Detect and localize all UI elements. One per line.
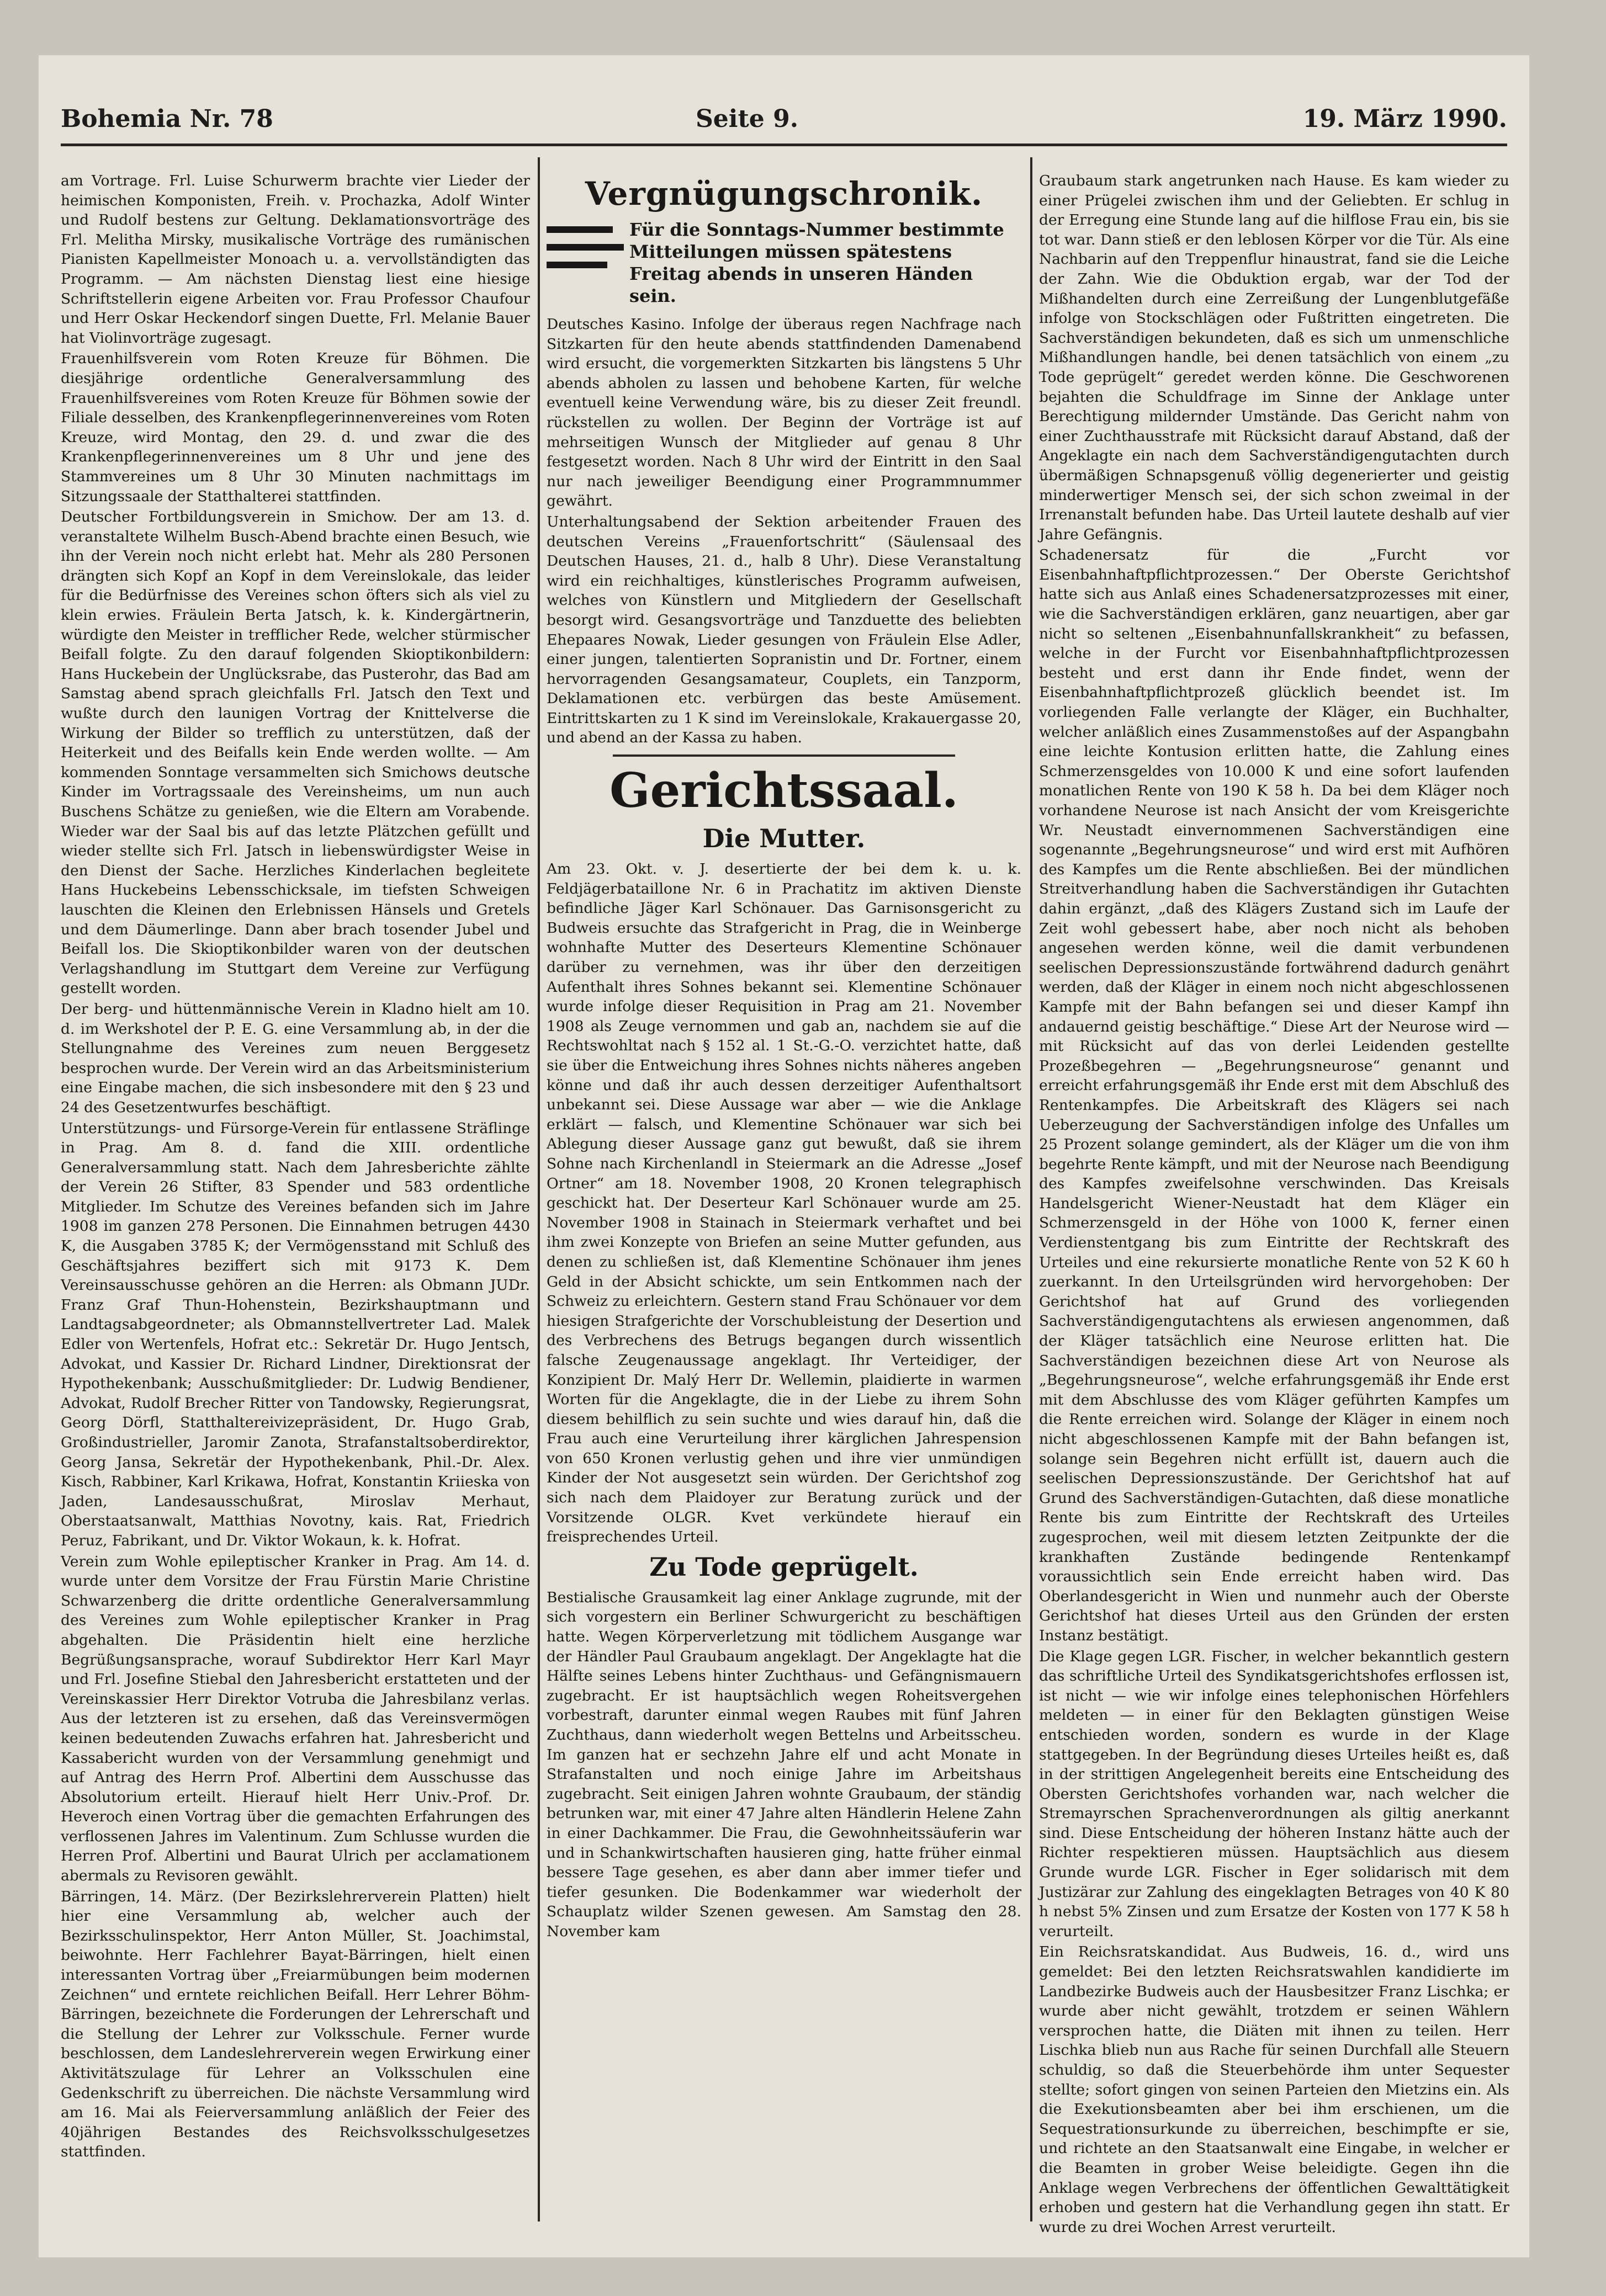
article-paragraph: Ein Reichsratskandidat. Aus Budweis, 16. d., wird uns gemeldet: Bei den letzten Reichsratswahlen kandidierte im Landbezirke Budweis auch der Hausbesitzer Franz Lischka; er wurde aber nicht gewählt, trotzdem er seinen Wählern versprochen hatte, die Diäten mit ihnen zu teilen. Herr Lischka blieb nun aus Rache für seinen Durchfall alle Steuern schuldig, so daß die Steuerbehörde ihm unter Sequester stellte; sofort gingen von seinen Parteien den Mietzins ein. Als die Exekutionsbeamten aber bei ihm erschienen, um die Sequestrationsurkunde zu überreichen, beschimpfte er sie, und richtete an den Staatsanwalt eine Eingabe, in welcher er die Beamten in grober Weise beleidigte. Gegen ihn die Anklage wegen Verbrechens der öffentlichen Gewalttätigkeit erhoben und gestern hat die Verhandlung gegen ihn statt. Er wurde zu drei Wochen Arrest verurteilt. (1039, 1943, 1509, 2236)
section-title-entertainment: Vergnügungschronik. (585, 175, 983, 212)
section-separator (613, 754, 955, 757)
article-paragraph: Die Klage gegen LGR. Fischer, in welcher bekanntlich gestern das schriftliche Urteil des Syndikatsgerichtshofes erflossen ist, ist nicht — wie wir infolge eines telephonischen Hörfehlers meldeten — in einer für den Beklagten günstigen Weise entschieden worden, sondern es wurde in der Klage stattgegeben. In der Begründung dieses Urteiles heißt es, daß in der strittigen Angelegenheit bereits eine Entscheidung des Obersten Gerichtshofes vorhanden war, nach welcher die Stremayrschen Sprachenverordnungen als giltig anerkannt sind. Diese Entscheidung der höheren Instanz hätte auch der Richter respektieren müssen. Hauptsächlich aus diesem Grunde wurde LGR. Fischer in Eger solidarisch mit dem Justizärar zur Zahlung des eingeklagten Betrages von 40 K 80 h nebst 5% Zinsen und zum Ersatze der Kosten von 177 K 58 h verurteilt. (1039, 1647, 1509, 1940)
article-paragraph: Der berg- und hüttenmännische Verein in Kladno hielt am 10. d. im Werkshotel der P. E. G. eine Versammlung ab, in der die Stellungnahme des Vereines zum neuen Berggesetz besprochen wurde. Der Verein wird an das Arbeitsministerium eine Eingabe machen, die sich insbesondere mit den § 23 und 24 des Gesetzentwurfes beschäftigt. (61, 1000, 530, 1116)
article-paragraph: Deutscher Fortbildungsverein in Smichow. Der am 13. d. veranstaltete Wilhelm Busch-Abend brachte einen Besuch, wie ihn der Verein noch nicht erlebt hat. Mehr als 280 Personen drängten sich Kopf an Kopf in dem Vereinslokale, das leider für die Bedürfnisse des Vereines schon öfters sich als viel zu klein erwies. Fräulein Berta Jatsch, k. k. Kindergärtnerin, würdigte den Meister in trefflicher Rede, welcher stürmischer Beifall folgte. Zu den darauf folgenden Skioptikonbildern: Hans Huckebein der Unglücksrabe, das Pusterohr, das Bad am Samstag abend sprach gleichfalls Frl. Jatsch den Text und wußte durch den launigen Vortrag der Knittelverse die Wirkung der Bilder so trefflich zu unterstützen, daß der Heiterkeit und des Beifalls kein Ende werden wollte. — Am kommenden Sonntage versammelten sich Smichows deutsche Kinder im Vortragssaale des Vereinsheims, um nun auch Buschens Schätze zu genießen, wie die Eltern am Vorabende. Wieder war der Saal bis auf das letzte Plätzchen gefüllt und wieder stellte sich Frl. Jatsch in liebenswürdigster Weise in den Dienst der Sache. Herzliches Kinderlachen begleitete Hans Huckebeins Lebensschicksale, im tiefsten Schweigen lauschten die Kleinen den Erlebnissen Hänsels und Gretels und dem Däumerlinge. Dann aber brach tosender Jubel und Beifall los. Die Skioptikonbilder waren von der deutschen Verlagshandlung im Stuttgart dem Vereine zur Verfügung gestellt worden. (61, 508, 530, 997)
article-paragraph: Bärringen, 14. März. (Der Bezirkslehrerverein Platten) hielt hier eine Versammlung ab, welcher auch der Bezirksschulinspektor, Herr Anton Müller, St. Joachimstal, beiwohnte. Herr Fachlehrer Bayat-Bärringen, hielt einen interessanten Vortrag über „Freiarmübungen beim modernen Zeichnen“ und erntete reichlichen Beifall. Herr Lehrer Böhm-Bärringen, bezeichnete die Forderungen der Lehrerschaft und die Stellung der Lehrer zur Volksschule. Ferner wurde beschlossen, dem Landeslehrerverein wegen Erwirkung einer Aktivitätszulage für Lehrer an Volksschulen eine Gedenkschrift zu überreichen. Die nächste Versammlung wird am 16. Mai als Feierversammlung anläßlich der Feier des 40jährigen Bestandes des Reichsvolksschulgesetzes stattfinden. (61, 1888, 530, 2161)
article-paragraph: Unterhaltungsabend der Sektion arbeitender Frauen des deutschen Vereins „Frauenfortschritt“ (Säulensaal des Deutschen Hauses, 21. d., halb 8 Uhr). Diese Veranstaltung wird ein reichhaltiges, künstlerisches Programm aufweisen, welches von Künstlern und Mitgliedern der Gesellschaft besorgt wird. Gesangsvorträge und Tanzduette des beliebten Ehepaares Nowak, Lieder gesungen von Fräulein Else Adler, einer jungen, talentierten Sopranistin und Dr. Fortner, einem hervorragenden Gesangsamateur, Couplets, ein Tanzporm, Deklamationen etc. verbürgen das beste Amüsement. Eintrittskarten zu 1 K sind im Vereinslokale, Krakauergasse 20, und abend an der Kassa zu haben. (547, 513, 1021, 747)
notice-text: Für die Sonntags-Nummer bestimmte Mitteilungen müssen spätestens Freitag abends in unseren Händen sein. (629, 219, 1004, 306)
article-title-mother: Die Mutter. (702, 823, 866, 854)
header-page-number: Seite 9. (696, 105, 799, 133)
article-paragraph: Frauenhilfsverein vom Roten Kreuze für Böhmen. Die diesjährige ordentliche Generalversammlung des Frauenhilfsvereines vom Roten Kreuze für Böhmen sowie der Filiale desselben, des Krankenpflegerinnenvereines vom Roten Kreuze, wird Montag, den 29. d. und zwar die des Krankenpflegerinnenvereines um 8 Uhr und jene des Stammvereines um 8 Uhr 30 Minuten nachmittags im Sitzungssaale der Statthalterei stattfinden. (61, 350, 530, 505)
pointing-hand-icon (547, 223, 624, 284)
article-paragraph: Unterstützungs- und Fürsorge-Verein für entlassene Sträflinge in Prag. Am 8. d. fand die XIII. ordentliche Generalversammlung statt. Nach dem Jahresberichte zählte der Verein 26 Stifter, 83 Spender und 583 ordentliche Mitglieder. Im Schutze des Vereines befanden sich im Jahre 1908 im ganzen 278 Personen. Die Einnahmen betrugen 4430 K, die Ausgaben 3785 K; der Vermögensstand mit Schluß des Geschäftsjahres beziffert sich mit 9173 K. Dem Vereinsausschusse gehören an die Herren: als Obmann JUDr. Franz Graf Thun-Hohenstein, Bezirkshauptmann und Landtagsabgeordneter; als Obmannstellvertreter Lad. Malek Edler von Wertenfels, Hofrat etc.: Sekretär Dr. Hugo Jentsch, Advokat, und Kassier Dr. Richard Lindner, Direktionsrat der Hypothekenbank; Ausschußmitglieder: Dr. Ludwig Bendiener, Advokat, Rudolf Brecher Ritter von Tandowsky, Regierungsrat, Georg Dörfl, Statthaltereivizepräsident, Dr. Hugo Grab, Großindustrieller, Jaromir Zanota, Strafanstaltsoberdirektor, Georg Jansa, Sekretär der Hypothekenbank, Phil.-Dr. Alex. Kisch, Rabbiner, Karl Krikawa, Hofrat, Konstantin Kriieska von Jaden, Landesausschußrat, Miroslav Merhaut, Oberstaatsanwalt, Matthias Novotny, kais. Rat, Friedrich Peruz, Fabrikant, und Dr. Viktor Wokaun, k. k. Hofrat. (61, 1119, 530, 1549)
article-paragraph: am Vortrage. Frl. Luise Schurwerm brachte vier Lieder der heimischen Komponisten, Freih. v. Prochazka, Adolf Winter und Rudolf bestens zur Geltung. Deklamationsvorträge des Frl. Melitha Mirsky, musikalische Vorträge des rumänischen Pianisten Kapellmeister Monoach u. a. vervollständigten das Programm. — Am nächsten Dienstag liest eine hiesige Schriftstellerin eigene Arbeiten vor. Frau Professor Chaufour und Herr Oskar Heckendorf singen Duette, Frl. Melanie Bauer hat Violinvorträge zugesagt. (61, 172, 530, 347)
editorial-notice (547, 219, 1021, 307)
article-paragraph: Graubaum stark angetrunken nach Hause. Es kam wieder zu einer Prügelei zwischen ihm und der Geliebten. Er schlug in der Erregung eine Stunde lang auf die hilflose Frau ein, bis sie tot war. Dann stieß er den leblosen Körper vor die Tür. Als eine Nachbarin auf den Treppenflur hinaustrat, fand sie die Leiche der Zahn. Wie die Obduktion ergab, war der Tod der Mißhandelten durch eine Zerreißung der Lungenblutgefäße infolge von Stockschlägen oder Fußtritten eingetreten. Die Sachverständigen bekundeten, daß es sich um unmenschliche Mißhandlungen handle, bei denen tatsächlich von einem „zu Tode geprügelt“ geredet werden könne. Die Geschworenen bejahten die Schuldfrage im Sinne der Anklage unter Berechtigung mildernder Umstände. Das Gericht nahm von einer Zuchthausstrafe mit Rücksicht darauf Abstand, daß der Angeklagte ein nach dem Sachverständigengutachten durch übermäßigen Schnapsgenuß völlig degenerierter und geistig minderwertiger Mensch sei, der sich schon zweimal in der Irrenanstalt befunden habe. Das Urteil lautete deshalb auf vier Jahre Gefängnis. (1039, 172, 1509, 543)
column-divider-1 (538, 157, 540, 2221)
header-publication: Bohemia Nr. 78 (61, 105, 273, 133)
header-rule (61, 144, 1507, 146)
newspaper-page (39, 55, 1529, 2257)
article-paragraph: Bestialische Grausamkeit lag einer Anklage zugrunde, mit der sich vorgestern ein Berliner Schwurgericht zu beschäftigen hatte. Wegen Körperverletzung mit tödlichem Ausgange war der Händler Paul Graubaum angeklagt. Der Angeklagte hat die Hälfte seines Lebens hinter Zuchthaus- und Gefängnismauern zugebracht. Er ist hauptsächlich wegen Roheitsvergehen vorbestraft, darunter einmal wegen Raubes mit fünf Jahren Zuchthaus, dann wiederholt wegen Bettelns und Arbeitsscheu. Im ganzen hat er sechzehn Jahre elf und acht Monate in Strafanstalten und noch einige Jahre im Arbeitshaus zugebracht. Seit einigen Jahren wohnte Graubaum, der ständig betrunken war, mit einer 47 Jahre alten Händlerin Helene Zahn in einer Dachkammer. Die Frau, die Gewohnheitssäuferin war und in Schankwirtschaften hausieren ging, hatte früher einmal bessere Tage gesehen, es aber dann aber immer tiefer und tiefer gesunken. Die Bodenkammer war wiederholt der Schauplatz wilder Szenen gewesen. Am Samstag den 28. November kam (547, 1588, 1021, 1940)
article-paragraph: Verein zum Wohle epileptischer Kranker in Prag. Am 14. d. wurde unter dem Vorsitze der Frau Fürstin Marie Christine Schwarzenberg die dritte ordentliche Generalversammlung des Vereines zum Wohle epileptischer Kranker in Prag abgehalten. Die Präsidentin hielt eine herzliche Begrüßungsansprache, worauf Subdirektor Herr Karl Mayr und Frl. Josefine Stiebal den Jahresbericht erstatteten und der Vereinskassier Herr Direktor Votruba die Jahresbilanz verlas. Aus der letzteren ist zu ersehen, daß das Vereinsvermögen keinen bedeutenden Zuwachs erfahren hat. Jahresbericht und Kassabericht wurden von der Versammlung genehmigt und auf Antrag des Herrn Prof. Albertini dem Ausschusse das Absolutorium erteilt. Hierauf hielt Herr Univ.-Prof. Dr. Heveroch einen Vortrag über die gemachten Erfahrungen des verflossenen Jahres im Valentinum. Zum Schlusse wurden die Herren Prof. Albertini und Baurat Ulrich per acclamationem abermals zu Revisoren gewählt. (61, 1553, 530, 1885)
article-title-beaten: Zu Tode geprügelt. (649, 1551, 919, 1582)
article-paragraph: Deutsches Kasino. Infolge der überaus regen Nachfrage nach Sitzkarten für den heute abends stattfindenden Damenabend wird ersucht, die vorgemerkten Sitzkarten bis längstens 5 Uhr abends abholen zu lassen und behobene Karten, für welche eventuell keine Verwendung wäre, bis zu dieser Zeit freundl. rückstellen zu wollen. Der Beginn der Vorträge ist auf mehrseitigen Wunsch der Mitglieder auf genau 8 Uhr festgesetzt worden. Nach 8 Uhr wird der Eintritt in den Saal nur nach jeweiliger Beendigung einer Programmnummer gewährt. (547, 316, 1021, 510)
column-middle (547, 171, 1021, 2224)
section-title-court: Gerichtssaal. (609, 763, 958, 819)
column-right (1039, 171, 1509, 2236)
column-left (61, 171, 530, 2224)
header-date: 19. März 1990. (1302, 105, 1507, 133)
page-header (61, 77, 1507, 138)
column-divider-2 (1030, 157, 1032, 2221)
article-paragraph: Schadenersatz für die „Furcht vor Eisenbahnhaftpflichtprozessen.“ Der Oberste Gerichtshof hatte sich aus Anlaß eines Schadenersatzprozesses mit einer, wie die Sachverständigen erklären, ganz neuartigen, aber gar nicht so seltenen „Eisenbahnunfallskrankheit“ zu befassen, welche in der Furcht vor Eisenbahnhaftpflichtprozessen besteht und erst dann ihr Ende findet, wenn der Eisenbahnhaftpflichtprozeß glücklich beendet ist. Im vorliegenden Falle verlangte der Kläger, ein Buchhalter, welcher anläßlich eines Zusammenstoßes auf der Aspangbahn eine leichte Kontusion erlitten hatte, die Zahlung eines Schmerzensgeldes von 10.000 K und eine sofort laufenden monatlichen Rente von 190 K 58 h. Da bei dem Kläger noch vorhandene Neurose ist nach Ansicht der vom Kreisgerichte Wr. Neustadt einvernommenen Sachverständigen eine sogenannte „Begehrungsneurose“ und wird erst mit Aufhören des Kampfes um die Rente abschließen. Bei der mündlichen Streitverhandlung haben die Sachverständigen ihr Gutachten dahin ergänzt, „daß des Klägers Zustand sich im Laufe der Zeit wohl gebessert habe, aber noch nicht als behoben angesehen werden könne, weil die damit verbundenen seelischen Depressionszustände fortwährend dadurch genährt werden, daß der Kläger in einem noch nicht abgeschlossenen Kampfe mit der Bahn befangen sei und dieser Kampf ihn andauernd geistig beschäftige.“ Diese Art der Neurose wird — mit Rücksicht auf das von derlei Leidenden gestellte Prozeßbegehren — „Begehrungsneurose“ genannt und erreicht erfahrungsgemäß ihr Ende erst mit dem Abschluß des Rentenkampfes. Die Arbeitskraft des Klägers sei nach Ueberzeugung der Sachverständigen infolge des Unfalles um 25 Prozent solange gemindert, als der Kläger um die von ihm begehrte Rente kämpft, und mit der Neurose nach Beendigung des Kampfes zweifelsohne verschwinden. Das Kreisals Handelsgericht Wiener-Neustadt hat dem Kläger ein Schmerzensgeld in der Höhe von 1000 K, ferner einen Verdienstentgang bis zum Eintritte der Rechtskraft des Urteiles und eine rekursierte monatliche Rente von 52 K 60 h zuerkannt. In den Urteilsgründen wird hervorgehoben: Der Gerichtshof hat auf Grund des vorliegenden Sachverständigengutachtens als erwiesen angenommen, daß der Kläger tatsächlich eine Neurose erlitten hat. Die Sachverständigen bezeichnen diese Art von Neurose als „Begehrungsneurose“, welche erfahrungsgemäß ihr Ende erst mit dem Abschlusse des vom Kläger geführten Kampfes um die Rente erreichen wird. Solange der Kläger in einem noch nicht abgeschlossenen Kampfe mit der Bahn befangen ist, solange sein Begehren nicht erfüllt ist, dauern auch die seelischen Depressionszustände. Der Gerichtshof hat auf Grund des Sachverständigen-Gutachten, daß diese monatliche Rente bis zum Eintritte der Rechtskraft des Urteiles zugesprochen, weil mit diesem letzten Zeitpunkte der die krankhaften Zustände bedingende Rentenkampf voraussichtlich sein Ende erreicht haben wird. Das Oberlandesgericht in Wien und nunmehr auch der Oberste Gerichtshof hat dieses Urteil aus den Gründen der ersten Instanz bestätigt. (1039, 546, 1509, 1644)
article-paragraph: Am 23. Okt. v. J. desertierte der bei dem k. u. k. Feldjägerbataillone Nr. 6 in Prachatitz im aktiven Dienste befindliche Jäger Karl Schönauer. Das Garnisonsgericht zu Budweis ersuchte das Strafgericht in Prag, die in Weinberge wohnhafte Mutter des Deserteurs Klementine Schönauer darüber zu vernehmen, was ihr über den derzeitigen Aufenthalt ihres Sohnes bekannt sei. Klementine Schönauer wurde infolge dieser Requisition in Prag am 21. November 1908 als Zeuge vernommen und gab an, nachdem sie auf die Rechtswohltat nach § 152 al. 1 St.-G.-O. verzichtet hatte, daß sie über die Entweichung ihres Sohnes nichts näheres angeben könne und daß ihr auch dessen derzeitiger Aufenthaltsort unbekannt sei. Diese Aussage war aber — wie die Anklage erklärt — falsch, und Klementine Schönauer war sich bei Ablegung dieser Aussage ganz gut bewußt, daß sie ihrem Sohne nach Kirchenlandl in Steiermark an die Adresse „Josef Ortner“ am 18. November 1908, 20 Kronen telegraphisch geschickt hat. Der Deserteur Karl Schönauer wurde am 25. November 1908 in Stainach in Steiermark verhaftet und bei ihm zwei Konzepte von Briefen an seine Mutter gefunden, aus denen zu schließen ist, daß Klementine Schönauer ihm jenes Geld in der Absicht schickte, um sein Entkommen nach der Schweiz zu erleichtern. Gestern stand Frau Schönauer vor dem hiesigen Strafgerichte der Vorschubleistung der Desertion und des Verbrechens des Betrugs begangen durch wissentlich falsche Zeugenaussage angeklagt. Ihr Verteidiger, der Konzipient Dr. Malý Herr Dr. Wellemin, plaidierte in warmen Worten für die Angeklagte, die in der Liebe zu ihrem Sohn diesem behilflich zu sein suchte und wies darauf hin, daß die Frau auch eine Verurteilung ihrer kärglichen Jahrespension von 650 Kronen verlustig gehen und ihre vier unmündigen Kinder der Not ausgesetzt sein würden. Der Gerichtshof zog sich nach dem Plaidoyer zur Beratung zurück und der Vorsitzende OLGR. Kvet verkündete hierauf ein freisprechendes Urteil. (547, 860, 1021, 1546)
